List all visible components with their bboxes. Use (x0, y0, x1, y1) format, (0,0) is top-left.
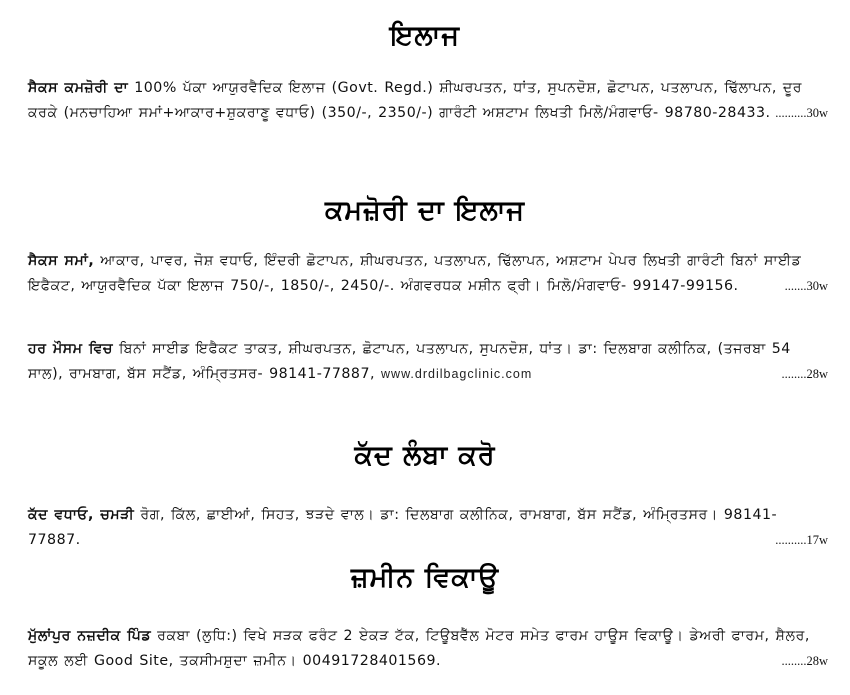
ad-height-skin (28, 503, 828, 553)
ad-text: ਬਿਨਾਂ ਸਾਈਡ ਇਫੈਕਟ ਤਾਕਤ, ਸ਼ੀਘਰਪਤਨ, ਛੋਟਾਪਨ, ਪਤਲਾਪਨ, ਸੁਪਨਦੋਸ਼, ਧਾਂਤ। ਡਾ: ਦਿਲਬਾਗ ਕਲੀਨਿਕ, (ਤਜਰਬਾ 54 ਸਾਲ), ਰਾਮਬਾਗ, ਬੱਸ ਸਟੈਂਡ, ਅੰਮ੍ਰਿਤਸਰ- 98141-77887, (28, 341, 791, 382)
ad-code: ..........17w (775, 533, 828, 547)
ad-lead: ਸੈਕਸ ਕਮਜ਼ੋਰੀ ਦਾ (28, 80, 129, 96)
section-heading-increase-height: ਕੱਦ ਲੰਬਾ ਕਰੋ (354, 440, 496, 471)
clinic-website-link[interactable]: www.drdilbagclinic.com (381, 367, 533, 381)
ad-lead: ਹਰ ਮੌਸਮ ਵਿਚ (28, 341, 114, 357)
section-heading-treatment: ਇਲਾਜ (389, 20, 461, 51)
section-heading-land-for-sale: ਜ਼ਮੀਨ ਵਿਕਾਊ (350, 562, 500, 593)
ad-text: ਰੋਗ, ਕਿੱਲ, ਛਾਈਆਂ, ਸਿਹਤ, ਝੜਦੇ ਵਾਲ। ਡਾ: ਦਿਲਬਾਗ ਕਲੀਨਿਕ, ਰਾਮਬਾਗ, ਬੱਸ ਸਟੈਂਡ, ਅੰਮ੍ਰਿਤਸਰ। 98141-77887. (28, 507, 778, 548)
ad-sex-time (28, 249, 828, 299)
ad-code: ........28w (781, 367, 828, 381)
ad-lead: ਸੈਕਸ ਸਮਾਂ, (28, 253, 95, 269)
ad-code: ........28w (781, 654, 828, 668)
ad-code: ..........30w (775, 106, 828, 120)
ad-text: ਆਕਾਰ, ਪਾਵਰ, ਜੋਸ਼ ਵਧਾਓ, ਇੰਦਰੀ ਛੋਟਾਪਨ, ਸ਼ੀਘਰਪਤਨ, ਪਤਲਾਪਨ, ਢਿੱਲਾਪਨ, ਅਸ਼ਟਾਮ ਪੇਪਰ ਲਿਖਤੀ ਗਾਰੰਟੀ ਬਿਨਾਂ ਸਾਈਡ ਇਫੈਕਟ, ਆਯੁਰਵੈਦਿਕ ਪੱਕਾ ਇਲਾਜ 750/-, 1850/-, 2450/-. ਅੰਗਵਰਧਕ ਮਸ਼ੀਨ ਫ੍ਰੀ। ਮਿਲੋ/ਮੰਗਵਾਓ- 99147-99156. (28, 253, 802, 294)
section-heading-weakness-treatment: ਕਮਜ਼ੋਰੀ ਦਾ ਇਲਾਜ (324, 195, 526, 226)
ad-sex-weakness (28, 76, 828, 126)
ad-every-season (28, 337, 828, 387)
ad-lead: ਕੱਦ ਵਧਾਓ, ਚਮੜੀ (28, 507, 135, 523)
ad-lead: ਮੁੱਲਾਂਪੁਰ ਨਜ਼ਦੀਕ ਪਿੰਡ (28, 628, 152, 644)
ad-land-mullanpur (28, 624, 828, 674)
ad-text: 100% ਪੱਕਾ ਆਯੁਰਵੈਦਿਕ ਇਲਾਜ (Govt. Regd.) ਸ਼ੀਘਰਪਤਨ, ਧਾਂਤ, ਸੁਪਨਦੋਸ਼, ਛੋਟਾਪਨ, ਪਤਲਾਪਨ, ਢਿੱਲਾਪਨ, ਦੂਰ ਕਰਕੇ (ਮਨਚਾਹਿਆ ਸਮਾਂ+ਆਕਾਰ+ਸ਼ੁਕਰਾਣੂ ਵਧਾਓ) (350/-, 2350/-) ਗਾਰੰਟੀ ਅਸ਼ਟਾਮ ਲਿਖਤੀ ਮਿਲੋ/ਮੰਗਵਾਓ- 98780-28433. (28, 80, 803, 121)
ad-text: ਰਕਬਾ (ਲੁਧਿ:) ਵਿਖੇ ਸੜਕ ਫਰੰਟ 2 ਏਕੜ ਟੱਕ, ਟਿਊਬਵੈੱਲ ਮੋਟਰ ਸਮੇਤ ਫਾਰਮ ਹਾਊਸ ਵਿਕਾਊ। ਡੇਅਰੀ ਫਾਰਮ, ਸ਼ੈਲਰ, ਸਕੂਲ ਲਈ Good Site, ਤਕਸੀਮਸ਼ੁਦਾ ਜ਼ਮੀਨ। 00491728401569. (28, 628, 810, 669)
ad-code: .......30w (784, 279, 828, 293)
